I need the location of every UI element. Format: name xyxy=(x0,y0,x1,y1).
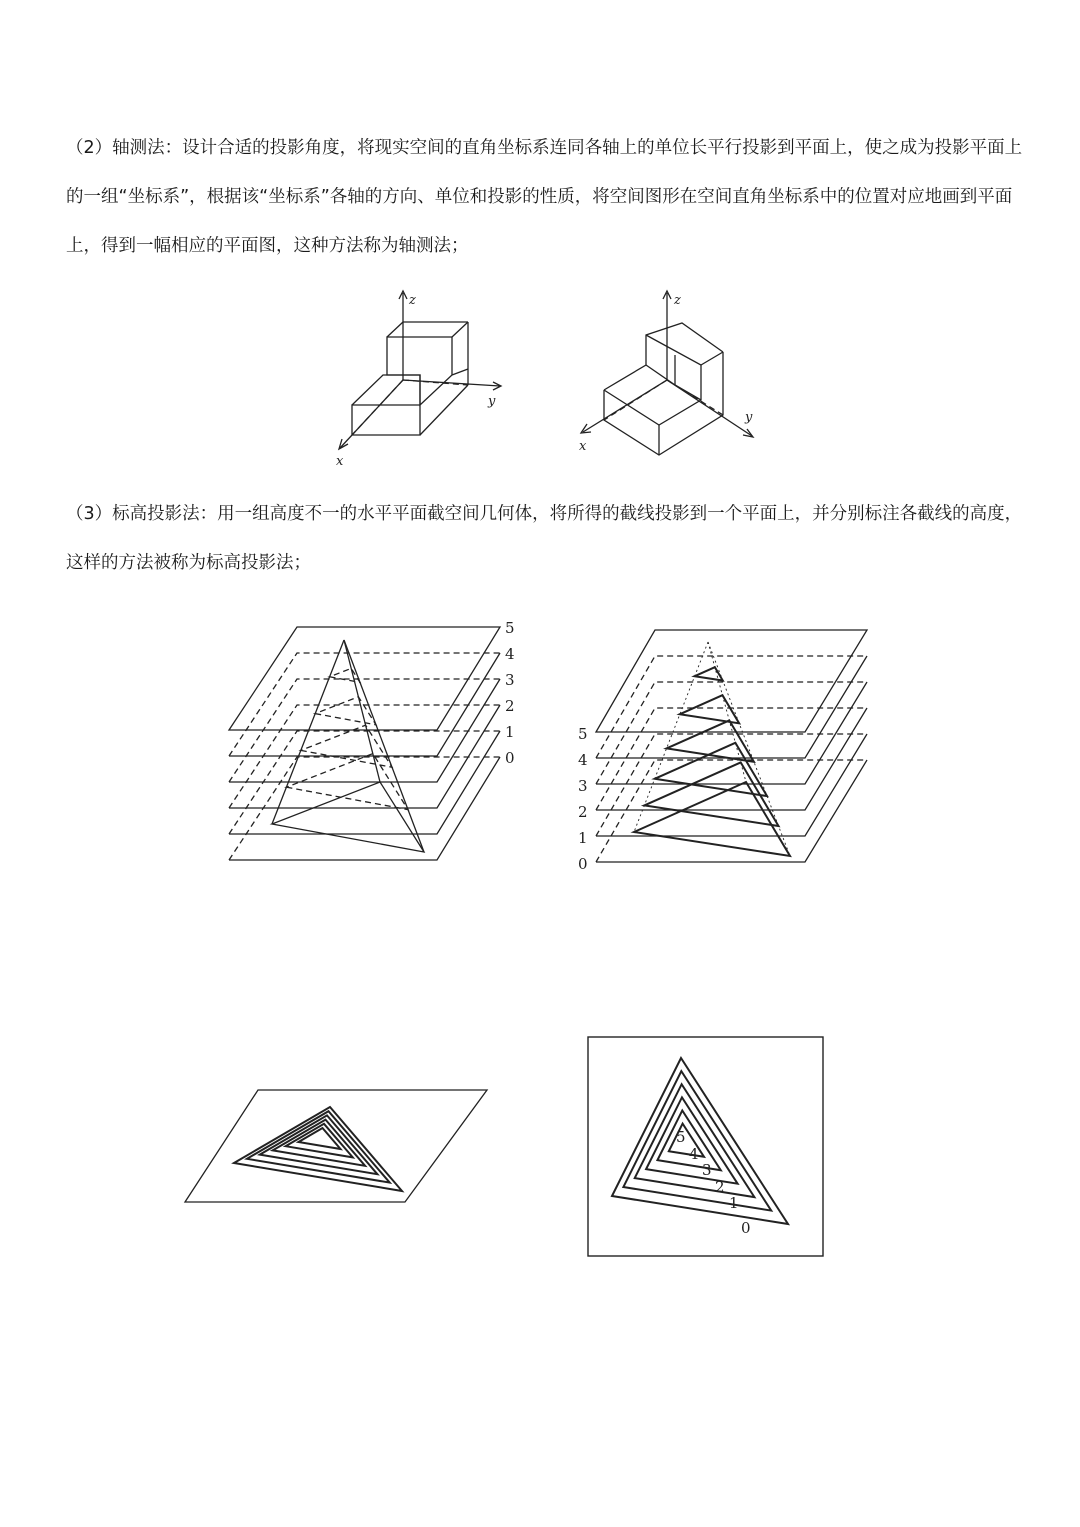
solid-top-outline xyxy=(604,323,723,390)
plane-hidden-edge xyxy=(596,656,867,758)
ghost-edge xyxy=(708,642,746,782)
level-label: 4 xyxy=(578,751,588,769)
contour-projection-figure xyxy=(180,1085,492,1207)
level-label: 3 xyxy=(505,671,515,689)
level-label: 5 xyxy=(505,619,515,637)
step-edge xyxy=(701,352,723,365)
pyramid-edge xyxy=(344,640,380,782)
level-label: 4 xyxy=(505,645,515,663)
z-axis-label: z xyxy=(409,293,416,308)
level-label: 1 xyxy=(578,829,588,847)
upper-block-edge xyxy=(452,322,468,337)
projection-plane xyxy=(185,1090,487,1202)
level-label: 1 xyxy=(505,723,515,741)
level-label: 0 xyxy=(505,749,515,767)
contour-topview-figure xyxy=(585,1034,827,1260)
level-label: 2 xyxy=(578,803,588,821)
topview-level-label: 1 xyxy=(729,1194,739,1212)
y-axis-label: y xyxy=(745,410,753,425)
x-axis-label: x xyxy=(336,454,344,469)
paragraph-contour-projection: （3）标高投影法：用一组高度不一的水平平面截空间几何体，将所得的截线投影到一个平面上，并分别标注各截线的高度，这样的方法被称为标高投影法； xyxy=(66,504,1023,573)
topview-level-label: 5 xyxy=(676,1128,686,1146)
level-label: 5 xyxy=(578,725,588,743)
section-triangle xyxy=(695,667,723,680)
paragraph-axonometric: （2）轴测法：设计合适的投影角度，将现实空间的直角坐标系连同各轴上的单位长平行投影到平面上，使之成为投影平面上的一组“坐标系”，根据该“坐标系”各轴的方向、单位和投影的性质，将空间图形在空间直角坐标系中的位置对应地画到平面上，得到一幅相应的平面图，这种方法称为轴测法； xyxy=(66,138,1023,256)
topview-contour xyxy=(646,1097,738,1183)
pyramid-edge xyxy=(272,640,344,824)
lower-top-face xyxy=(352,375,420,405)
z-axis-label: z xyxy=(674,293,681,308)
step-edges xyxy=(604,335,701,425)
pyramid-edge xyxy=(344,640,424,852)
topview-level-label: 4 xyxy=(689,1145,699,1163)
level-label: 3 xyxy=(578,777,588,795)
y-axis-label: y xyxy=(488,394,496,409)
axonometric-figure-left xyxy=(330,285,520,475)
lower-front-face xyxy=(352,405,420,435)
x-axis-label: x xyxy=(579,439,587,454)
contour-stack-figure-left xyxy=(222,612,532,874)
level-label: 2 xyxy=(505,697,515,715)
lower-block-edge xyxy=(420,385,468,435)
topview-level-label: 2 xyxy=(715,1178,725,1196)
plane-level xyxy=(596,656,867,758)
contour-stack-figure-right xyxy=(570,612,880,874)
upper-block-edge xyxy=(452,369,468,375)
topview-level-label: 3 xyxy=(702,1161,712,1179)
upper-block-face xyxy=(387,337,452,405)
topview-level-label: 0 xyxy=(741,1219,751,1237)
section-triangle xyxy=(634,782,790,856)
upper-block-edge xyxy=(387,322,403,337)
axonometric-figure-right xyxy=(575,285,775,475)
plane-top xyxy=(596,630,867,732)
level-label: 0 xyxy=(578,855,588,873)
